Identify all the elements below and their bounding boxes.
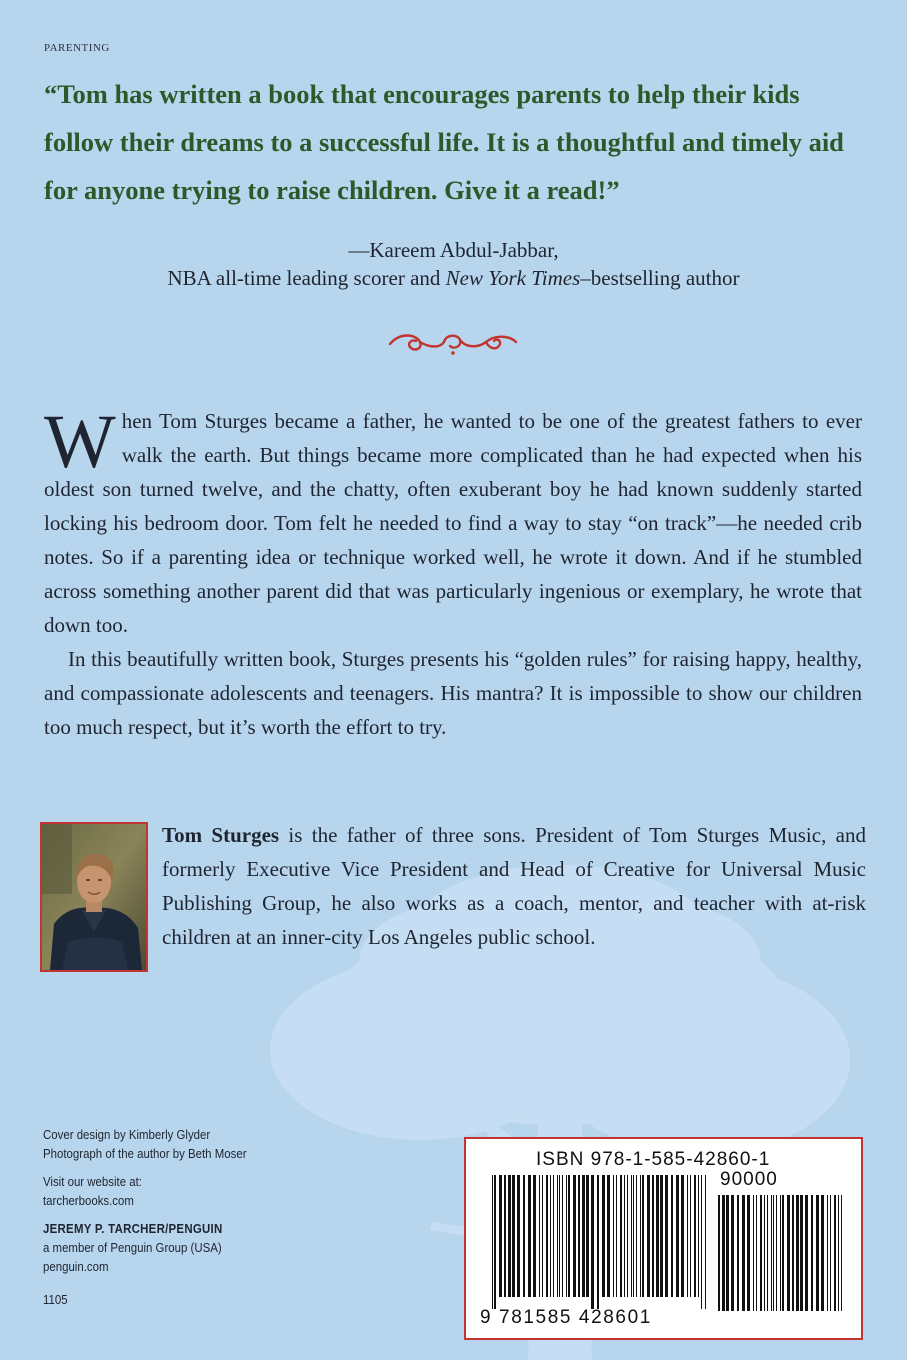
barcode-bar [671,1175,673,1297]
barcode-bar [687,1175,688,1297]
barcode-bar [737,1195,739,1311]
quote-attribution-name: —Kareem Abdul-Jabbar, [348,238,559,262]
paragraph-1-text: hen Tom Sturges became a father, he wanted to be one of the greatest fathers to ever walk the earth. But things became more complicated than he had expected when his oldest son turned twelve, and the chatty, often exuberant boy he had known suddenly started locking his bedroom door. Tom felt he needed to find a way to stay “on track”—he needed crib notes. So if a parenting idea or technique worked well, he wrote it down. And if he stumbled across something another parent did that was particularly ingenious or exemplary, he wrote that down too. [44,409,862,637]
barcode-bar [533,1175,536,1297]
barcode-bar [694,1175,696,1297]
barcode-bar [559,1175,560,1297]
flourish-ornament-icon [386,322,520,362]
barcode-bar [756,1195,757,1311]
visit-website-label: Visit our website at: [43,1174,142,1189]
barcode-bar [780,1195,781,1311]
barcode-bar [647,1175,650,1297]
barcode-bar [640,1175,641,1297]
barcode-bar [760,1195,762,1311]
publisher-name: JEREMY P. TARCHER/PENGUIN [43,1221,223,1236]
barcode-bar [690,1175,691,1297]
barcode-bar [787,1195,790,1311]
author-bio [162,818,866,954]
book-description [44,400,862,744]
barcode-bar [523,1175,525,1297]
attribution-suffix: –bestselling author [580,266,740,290]
barcode-bar [642,1175,644,1297]
barcode-bar [591,1175,594,1309]
author-photo [40,822,148,972]
website-link[interactable]: tarcherbooks.com [43,1193,134,1208]
barcode-bar [568,1175,570,1297]
barcode-bar [800,1195,803,1311]
barcode-bar [731,1195,734,1311]
barcode-bar [582,1175,585,1297]
barcode-bar [508,1175,511,1297]
barcode-bar [792,1195,794,1311]
barcode-bar [698,1175,699,1297]
author-bio-text: is the father of three sons. President of Tom Sturges Music, and formerly Executive Vice President and Head of Creative for Universal Music Publishing Group, he also works as a coach, mentor, and teacher with at-risk children at an inner-city Los Angeles public school. [162,823,866,949]
barcode-bar [602,1175,605,1297]
barcode-bar [494,1175,496,1309]
barcode-bar [636,1175,637,1297]
publisher-credits [43,1125,272,1309]
cover-design-credit: Cover design by Kimberly Glyder [43,1127,211,1142]
photo-credit: Photograph of the author by Beth Moser [43,1146,247,1161]
barcode-bar [747,1195,750,1311]
endorsement-quote: “Tom has written a book that encourages parents to help their kids follow their dreams to a successful life. It is a thoughtful and timely aid for anyone trying to raise children. Give it a read!” [44,79,844,205]
isbn-number: ISBN 978-1-585-42860-1 [536,1149,771,1170]
barcode-bar [816,1195,819,1311]
barcode-bar [542,1175,543,1297]
description-paragraph-1 [44,400,862,642]
barcode-bar [764,1195,765,1311]
drop-cap: W [44,400,116,484]
barcode-bar [624,1175,625,1297]
barcode-bar [562,1175,563,1297]
barcode-bar [656,1175,659,1297]
barcode-bar [550,1175,551,1297]
barcode-bar [504,1175,506,1297]
attribution-prefix: NBA all-time leading scorer and [167,266,446,290]
barcode-bar [753,1195,754,1311]
barcode-bar [676,1175,679,1297]
barcode-bar [742,1195,745,1311]
price-code: 90000 [720,1169,778,1190]
barcode-bar [613,1175,614,1297]
barcode-bar [767,1195,768,1311]
barcode-bar [771,1195,772,1311]
barcode-bar [834,1195,836,1311]
barcode-bar [566,1175,567,1297]
barcode-bar [681,1175,684,1297]
barcode-bar [633,1175,634,1297]
barcode-bar [827,1195,828,1311]
author-portrait-image [42,824,146,970]
catalog-code: 1105 [43,1292,68,1307]
barcode-bar [546,1175,548,1297]
barcode-bar [607,1175,610,1297]
barcode-bar [701,1175,702,1309]
barcode-bar [811,1195,813,1311]
quote-attribution-description [0,266,907,291]
barcode-bar [620,1175,622,1297]
barcode-bar [492,1175,493,1309]
isbn-barcode-box [464,1137,863,1340]
barcode-bar [616,1175,617,1297]
barcode-bar [660,1175,663,1297]
barcode-digits: 9 781585 428601 [480,1307,652,1328]
attribution-publication: New York Times [445,266,581,290]
barcode-bar [773,1195,774,1311]
barcode-bar [821,1195,824,1311]
barcode-bar [557,1175,558,1297]
description-paragraph-2: In this beautifully written book, Sturges presents his “golden rules” for raising happy, healthy, and compassionate adolescents and teenagers. His mantra? It is impossible to show our children too much respect, but it’s worth the effort to try. [44,647,862,739]
barcode-bar [573,1175,576,1297]
barcode-bar [726,1195,729,1311]
barcode-bar [578,1175,580,1297]
barcode-bar [539,1175,540,1297]
barcode-bar [718,1195,720,1311]
barcode-bar [652,1175,654,1297]
barcode-bar [512,1175,515,1297]
barcode-bar [631,1175,632,1297]
barcode-bar [830,1195,831,1311]
publisher-membership: a member of Penguin Group (USA) [43,1240,222,1255]
barcode-bar [665,1175,668,1297]
barcode-bar [517,1175,520,1297]
category-label: PARENTING [44,42,110,54]
barcode-bar [553,1175,554,1297]
barcode-bar [627,1175,628,1297]
barcode-bar [796,1195,799,1311]
barcode-bar [499,1175,502,1297]
barcode-bar [838,1195,839,1311]
barcode-bar [805,1195,808,1311]
barcode-bar [776,1195,777,1311]
barcode-bar [597,1175,599,1309]
author-name: Tom Sturges [162,823,280,847]
barcode-bar [782,1195,784,1311]
barcode-bar [705,1175,706,1309]
barcode-bar [722,1195,725,1311]
barcode-bar [528,1175,531,1297]
penguin-website-link[interactable]: penguin.com [43,1259,109,1274]
barcode-bar [841,1195,842,1311]
barcode-bar [586,1175,589,1297]
